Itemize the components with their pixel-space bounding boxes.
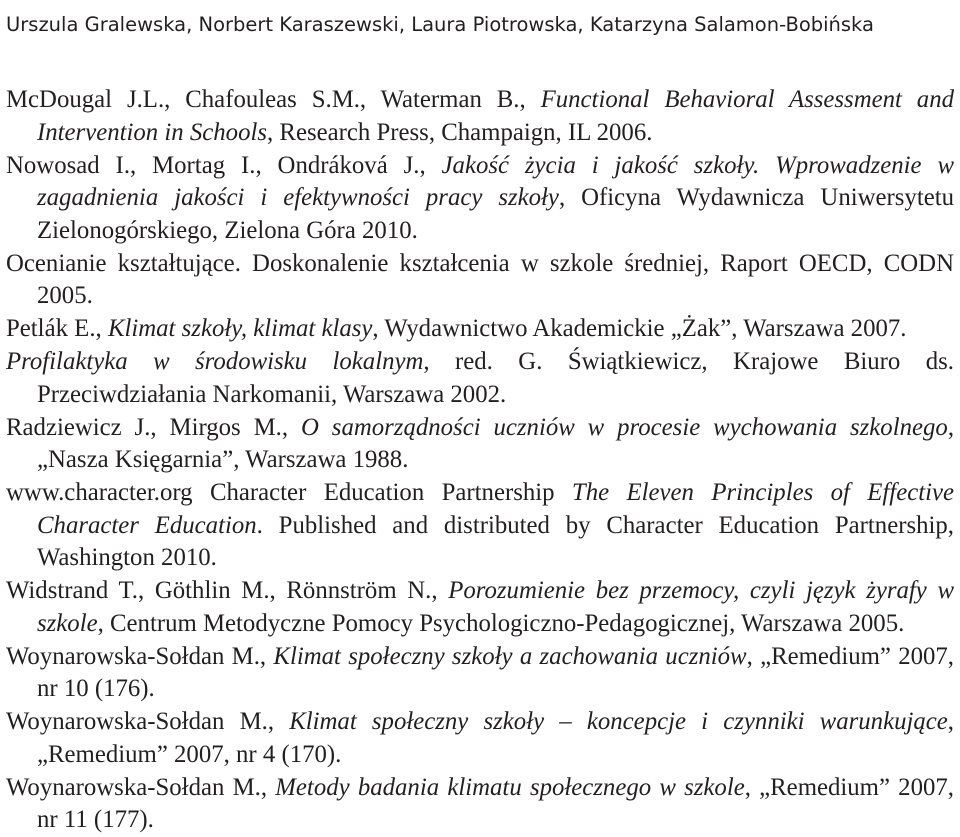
entry-text: , „Remedium” 2007, nr 11 (177). [37,773,954,833]
entry-text: , Centrum Metodyczne Pomocy Psychologiczno-Pedagogicznej, Warszawa 2005. [97,609,905,637]
entry-text: Nowosad I., Mortag I., Ondráková J., [6,151,442,179]
document-page [6,0,954,837]
entry-text: , Research Press, Champaign, IL 2006. [267,118,653,146]
bibliography-entry [6,412,954,477]
entry-title-italic: O samorządności uczniów w procesie wychowania szkolnego [300,413,948,441]
entry-text: Widstrand T., Göthlin M., Rönnström N., [6,577,449,604]
entry-text: , Wydawnictwo Akademickie „Żak”, Warszawa 2007. [372,315,907,342]
entry-title-italic: Jakość życia i jakość szkoły. Wprowadzenie w zagadnienia jakości i efektywności pracy szkoły [37,151,954,211]
entry-text: McDougal J.L., Chafouleas S.M., Waterman B., [6,86,541,113]
entry-text: Woynarowska-Sołdan M., [6,642,274,670]
entry-text: , „Remedium” 2007, nr 10 (176). [37,642,954,702]
entry-title-italic: Profilaktyka w środowisku lokalnym [6,348,424,375]
entry-text: Ocenianie kształtujące. Doskonalenie kształcenia w szkole średniej, Raport OECD, CODN 2005. [6,249,954,309]
bibliography-entry [6,575,954,640]
entry-title-italic: Klimat społeczny szkoły a zachowania uczniów [273,642,747,670]
entry-text: Petlák E., [6,315,108,342]
bibliography-entry [6,641,954,706]
entry-text: www.character.org Character Education Partnership [6,479,572,506]
entry-text: Woynarowska-Sołdan M., [6,708,290,735]
bibliography-entry [6,313,954,346]
entry-text: Woynarowska-Sołdan M., [6,773,276,801]
entry-title-italic: The Eleven Principles of Effective Character Education [37,479,955,539]
entry-text: . Published and distributed by Character Education Partnership, Washington 2010. [37,511,954,571]
bibliography-list [6,84,954,837]
bibliography-entry [6,84,954,149]
bibliography-entry [6,346,954,411]
entry-text: Radziewicz J., Mirgos M., [6,413,301,441]
entry-text: , Oficyna Wydawnicza Uniwersytetu Zielonogórskiego, Zielona Góra 2010. [37,184,955,244]
bibliography-entry [6,248,954,313]
bibliography-entry [6,706,954,771]
bibliography-entry [6,772,954,837]
entry-title-italic: Functional Behavioral Assessment and Intervention in Schools [37,86,955,146]
entry-title-italic: Metody badania klimatu społecznego w szkole [275,773,745,801]
entry-title-italic: Porozumienie bez przemocy, czyli język żyrafy w szkole [37,577,954,637]
running-header-authors: Urszula Gralewska, Norbert Karaszewski, Laura Piotrowska, Katarzyna Salamon-Bobińska [6,13,874,36]
entry-text: , „Nasza Księgarnia”, Warszawa 1988. [37,413,955,473]
bibliography-entry [6,150,954,248]
entry-text: , „Remedium” 2007, nr 4 (170). [37,708,954,768]
entry-title-italic: Klimat szkoły, klimat klasy [107,315,373,342]
entry-text: , red. G. Świątkiewicz, Krajowe Biuro ds. Przeciwdziałania Narkomanii, Warszawa 2002. [37,348,954,408]
bibliography-entry [6,477,954,575]
entry-title-italic: Klimat społeczny szkoły – koncepcje i czynniki warunkujące [289,708,948,735]
